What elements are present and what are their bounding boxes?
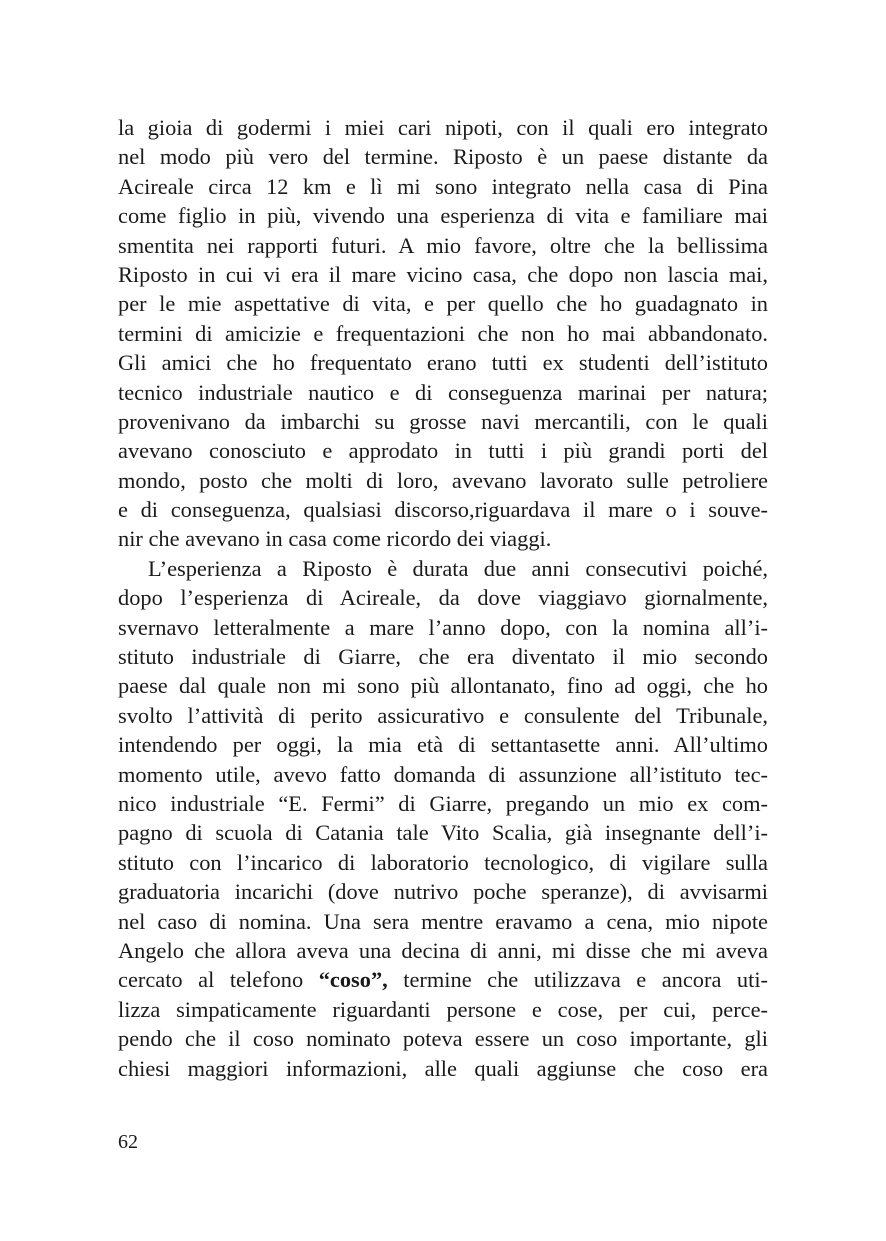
text-line-with-bold xyxy=(118,965,768,994)
text-line: L’esperienza a Riposto è durata due anni consecutivi poiché, xyxy=(148,555,768,581)
text-line: lizza simpaticamente riguardanti persone e cose, per cui, perce- xyxy=(118,996,768,1022)
text-line: Riposto in cui vi era il mare vicino casa, che dopo non lascia mai, xyxy=(118,261,768,287)
paragraph-2 xyxy=(118,554,768,1083)
text-line: mondo, posto che molti di loro, avevano lavorato sulle petroliere xyxy=(118,467,768,493)
text-line: svolto l’attività di perito assicurativo e consulente del Tribunale, xyxy=(118,702,768,728)
text-line: paese dal quale non mi sono più allontanato, fino ad oggi, che ho xyxy=(118,673,768,699)
text-line: pagno di scuola di Catania tale Vito Scalia, già insegnante dell’i- xyxy=(118,820,768,846)
text-line: Acireale circa 12 km e lì mi sono integrato nella casa di Pina xyxy=(118,173,768,199)
text-line: avevano conosciuto e approdato in tutti i più grandi porti del xyxy=(118,438,768,464)
text-line: nir che avevano in casa come ricordo dei viaggi. xyxy=(118,526,552,552)
text-line: pendo che il coso nominato poteva essere un coso importante, gli xyxy=(118,1026,768,1052)
text-line: momento utile, avevo fatto domanda di assunzione all’istituto tec- xyxy=(118,761,768,787)
text-line: come figlio in più, vivendo una esperienza di vita e familiare mai xyxy=(118,203,768,229)
text-segment: termine che utilizzava e ancora uti- xyxy=(387,967,769,993)
text-line: chiesi maggiori informazioni, alle quali aggiunse che coso era xyxy=(118,1055,768,1081)
text-line: provenivano da imbarchi su grosse navi mercantili, con le quali xyxy=(118,408,768,434)
text-line: nel modo più vero del termine. Riposto è un paese distante da xyxy=(118,144,768,170)
text-line: Angelo che allora aveva una decina di anni, mi disse che mi aveva xyxy=(118,937,768,963)
page-number: 62 xyxy=(118,1131,138,1153)
bold-term: “coso”, xyxy=(318,967,388,993)
text-line: nel caso di nomina. Una sera mentre eravamo a cena, mio nipote xyxy=(118,908,768,934)
text-line: stituto con l’incarico di laboratorio tecnologico, di vigilare sulla xyxy=(118,849,768,875)
text-line: Gli amici che ho frequentato erano tutti ex studenti dell’istituto xyxy=(118,350,768,376)
text-line: e di conseguenza, qualsiasi discorso,riguardava il mare o i souve- xyxy=(118,497,768,523)
text-line: tecnico industriale nautico e di conseguenza marinai per natura; xyxy=(118,379,768,405)
text-line: graduatoria incarichi (dove nutrivo poche speranze), di avvisarmi xyxy=(118,879,768,905)
text-line: nico industriale “E. Fermi” di Giarre, pregando un mio ex com- xyxy=(118,790,768,816)
text-line: stituto industriale di Giarre, che era diventato il mio secondo xyxy=(118,644,768,670)
text-line: smentita nei rapporti futuri. A mio favore, oltre che la bellissima xyxy=(118,232,768,258)
page-body xyxy=(118,113,768,1083)
text-line: svernavo letteralmente a mare l’anno dopo, con la nomina all’i- xyxy=(118,614,768,640)
text-line: intendendo per oggi, la mia età di settantasette anni. All’ultimo xyxy=(118,732,768,758)
text-segment: cercato al telefono xyxy=(118,967,319,993)
text-line: dopo l’esperienza di Acireale, da dove viaggiavo giornalmente, xyxy=(118,585,768,611)
text-line: per le mie aspettative di vita, e per quello che ho guadagnato in xyxy=(118,291,768,317)
text-line: la gioia di godermi i miei cari nipoti, con il quali ero integrato xyxy=(118,115,768,140)
paragraph-1 xyxy=(118,113,768,554)
text-line: termini di amicizie e frequentazioni che non ho mai abbandonato. xyxy=(118,320,768,346)
